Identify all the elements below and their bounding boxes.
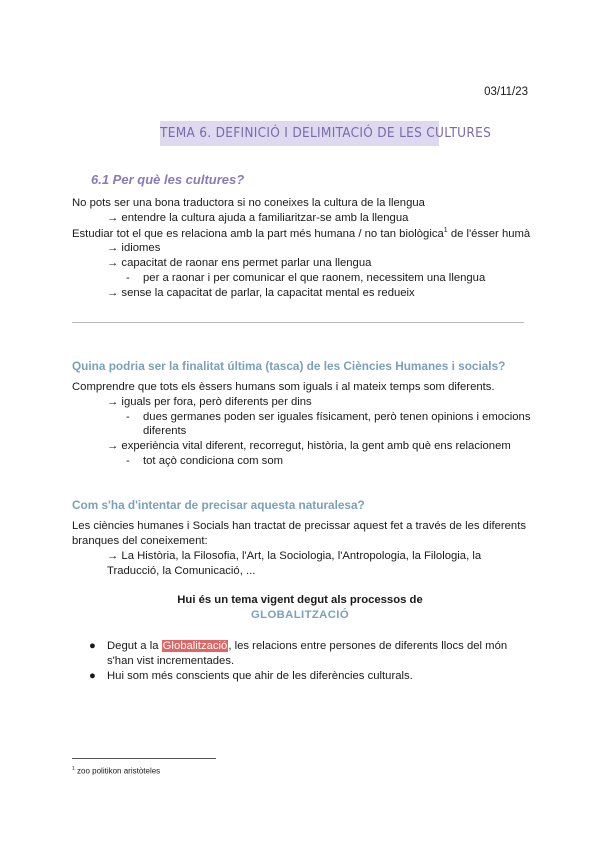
text-line: branques del coneixement:: [72, 535, 208, 547]
text-line: → capacitat de raonar ens permet parlar una llengua: [107, 257, 372, 269]
section-heading-finalitat: Quina podria ser la finalitat última (tasca) de les Ciències Humanes i socials?: [72, 359, 506, 373]
dash-marker: -: [126, 455, 130, 467]
text-line: dues germanes poden ser iguales físicament, però tenen opinions i emocions: [143, 411, 531, 423]
text-line: [72, 227, 530, 240]
highlighted-term: Globalització: [162, 640, 228, 652]
bullet-icon: ●: [89, 640, 96, 652]
footnote-ref[interactable]: 1: [443, 227, 448, 234]
text-line: diferents: [143, 425, 187, 437]
horizontal-divider: [72, 322, 524, 323]
bullet-text: [107, 640, 507, 652]
text-line: Comprendre que tots els èssers humans som iguals i al mateix temps som diferents.: [72, 381, 495, 393]
footnote-divider: [72, 758, 216, 759]
text-line: tot açò condiciona com som: [143, 455, 284, 467]
footnote-text: zoo politikon aristòteles: [77, 766, 161, 776]
text-line: per a raonar i per comunicar el que raonem, necessitem una llengua: [143, 272, 486, 284]
dash-marker: -: [126, 272, 130, 284]
footnote: [72, 766, 160, 776]
date: 03/11/23: [484, 86, 528, 98]
text-line: → entendre la cultura ajuda a familiaritzar-se amb la llengua: [107, 212, 409, 224]
text-line: → iguals per fora, però diferents per dins: [107, 396, 312, 408]
text-line: → experiència vital diferent, recorregut, història, la gent amb què ens relacionem: [107, 440, 511, 452]
bullet-text-part: Degut a la: [107, 640, 162, 652]
text-line: Traducció, la Comunicació, ...: [107, 565, 256, 577]
globalitzacio-intro: Hui és un tema vigent degut als processos de: [177, 594, 423, 606]
bullet-text: Hui som més conscients que ahir de les diferències culturals.: [107, 670, 413, 682]
bullet-text-part: , les relacions entre persones de diferents llocs del món: [228, 640, 508, 652]
text-line: Les ciències humanes i Socials han tractat de precissar aquest fet a través de les diferents: [72, 520, 526, 532]
text-line-part: Estudiar tot el que es relaciona amb la part més humana / no tan biològica: [72, 227, 444, 240]
bullet-icon: ●: [89, 670, 96, 682]
section-heading-6-1: 6.1 Per què les cultures?: [91, 172, 245, 187]
bullet-text: s'han vist incrementades.: [107, 655, 235, 667]
dash-marker: -: [126, 411, 130, 423]
globalitzacio-term: GLOBALITZACIÓ: [250, 609, 350, 621]
footnote-number: 1: [72, 766, 75, 772]
text-line: → La Història, la Filosofia, l'Art, la Sociologia, l'Antropologia, la Filologia, la: [107, 550, 482, 562]
page-title: TEMA 6. DEFINICIÓ I DELIMITACIÓ DE LES CULTURES: [160, 125, 492, 141]
text-line: → idiomes: [107, 242, 161, 254]
section-heading-naturalesa: Com s'ha d'intentar de precisar aquesta naturalesa?: [72, 498, 365, 512]
text-line: → sense la capacitat de parlar, la capacitat mental es redueix: [107, 287, 415, 299]
text-line: No pots ser una bona traductora si no coneixes la cultura de la llengua: [72, 197, 425, 209]
text-line-part: de l'ésser humà: [450, 227, 531, 240]
